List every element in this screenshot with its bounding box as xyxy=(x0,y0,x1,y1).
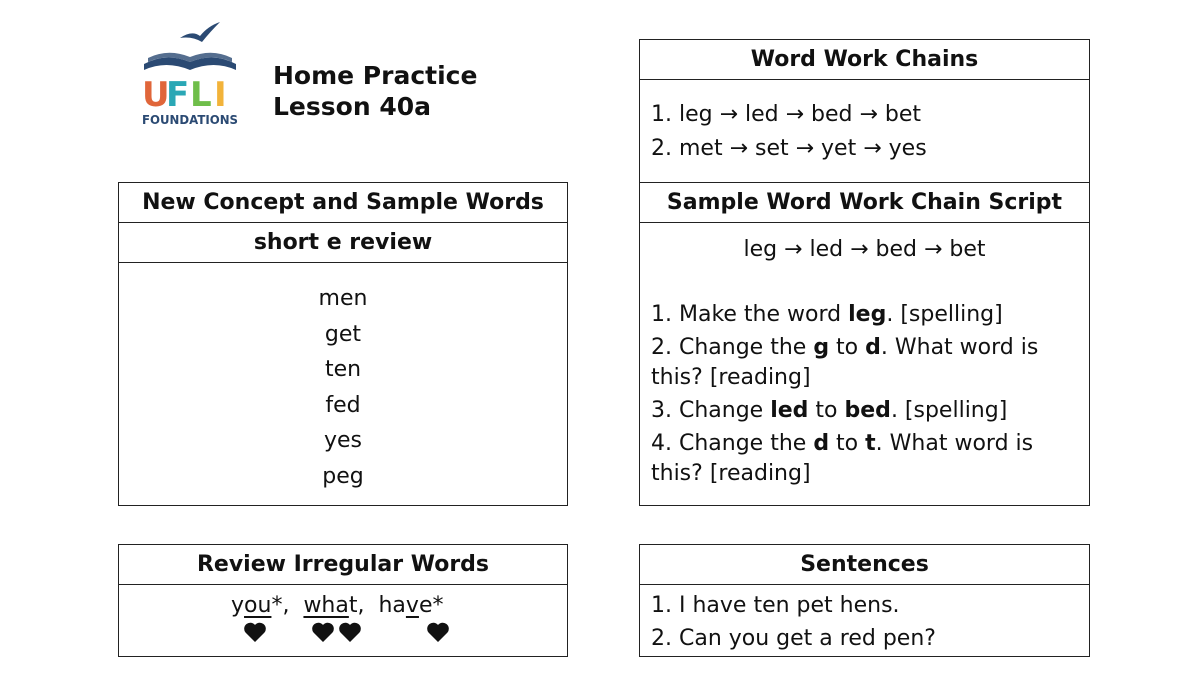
new-concept-heading: New Concept and Sample Words xyxy=(119,183,567,223)
irregular-words-heading: Review Irregular Words xyxy=(119,545,567,585)
irregular-word: what, xyxy=(303,593,365,618)
book-bird-icon xyxy=(140,20,240,130)
title-line-2: Lesson 40a xyxy=(273,92,431,121)
sentences-box xyxy=(639,544,1090,657)
heart-icon xyxy=(425,621,451,643)
word-work-chains-heading: Word Work Chains xyxy=(640,40,1089,80)
svg-text:F: F xyxy=(166,75,190,115)
new-concept-subheading: short e review xyxy=(119,223,567,263)
chain-item: 1. leg → led → bed → bet xyxy=(651,102,922,127)
chain-list xyxy=(640,80,1089,166)
irregular-word: you*, xyxy=(231,593,290,618)
sample-word: men xyxy=(318,286,368,311)
heart-icon xyxy=(242,621,268,643)
script-step: 3. Change led to bed. [spelling] xyxy=(651,398,1008,423)
sentence-list xyxy=(640,585,1089,655)
script-chain: leg → led → bed → bet xyxy=(743,237,986,262)
sample-word: get xyxy=(324,321,362,347)
heart-icon xyxy=(337,621,363,643)
sample-word: peg xyxy=(322,463,364,489)
irregular-word-list xyxy=(231,593,444,618)
ufli-logo xyxy=(140,20,240,130)
svg-text:I: I xyxy=(214,75,227,115)
sample-word-list xyxy=(119,263,567,494)
sentence-item: 2. Can you get a red pen? xyxy=(651,626,936,651)
heart-icon xyxy=(310,621,336,643)
sample-word: ten xyxy=(324,357,362,382)
new-concept-box xyxy=(118,182,568,506)
svg-text:FOUNDATIONS: FOUNDATIONS xyxy=(142,112,238,127)
irregular-words-box xyxy=(118,544,568,657)
chain-item: 2. met → set → yet → yes xyxy=(651,136,927,161)
script-step: 4. Change the d to t. What word is this? [reading] xyxy=(651,431,1034,486)
title-line-1: Home Practice xyxy=(273,61,478,90)
chain-script-heading: Sample Word Work Chain Script xyxy=(640,183,1089,223)
sentence-item: 1. I have ten pet hens. xyxy=(651,593,900,618)
chain-script-box xyxy=(639,182,1090,506)
script-step: 1. Make the word leg. [spelling] xyxy=(651,302,1003,327)
script-steps xyxy=(640,262,1089,489)
svg-text:L: L xyxy=(190,75,212,115)
word-work-chains-box xyxy=(639,39,1090,184)
sentences-heading: Sentences xyxy=(640,545,1089,585)
script-step: 2. Change the g to d. What word is this? [reading] xyxy=(651,335,1039,390)
sample-word: fed xyxy=(325,392,361,418)
sample-word: yes xyxy=(323,428,363,453)
svg-text:U: U xyxy=(142,75,170,115)
page-title xyxy=(273,60,477,122)
irregular-word: have* xyxy=(378,593,444,618)
